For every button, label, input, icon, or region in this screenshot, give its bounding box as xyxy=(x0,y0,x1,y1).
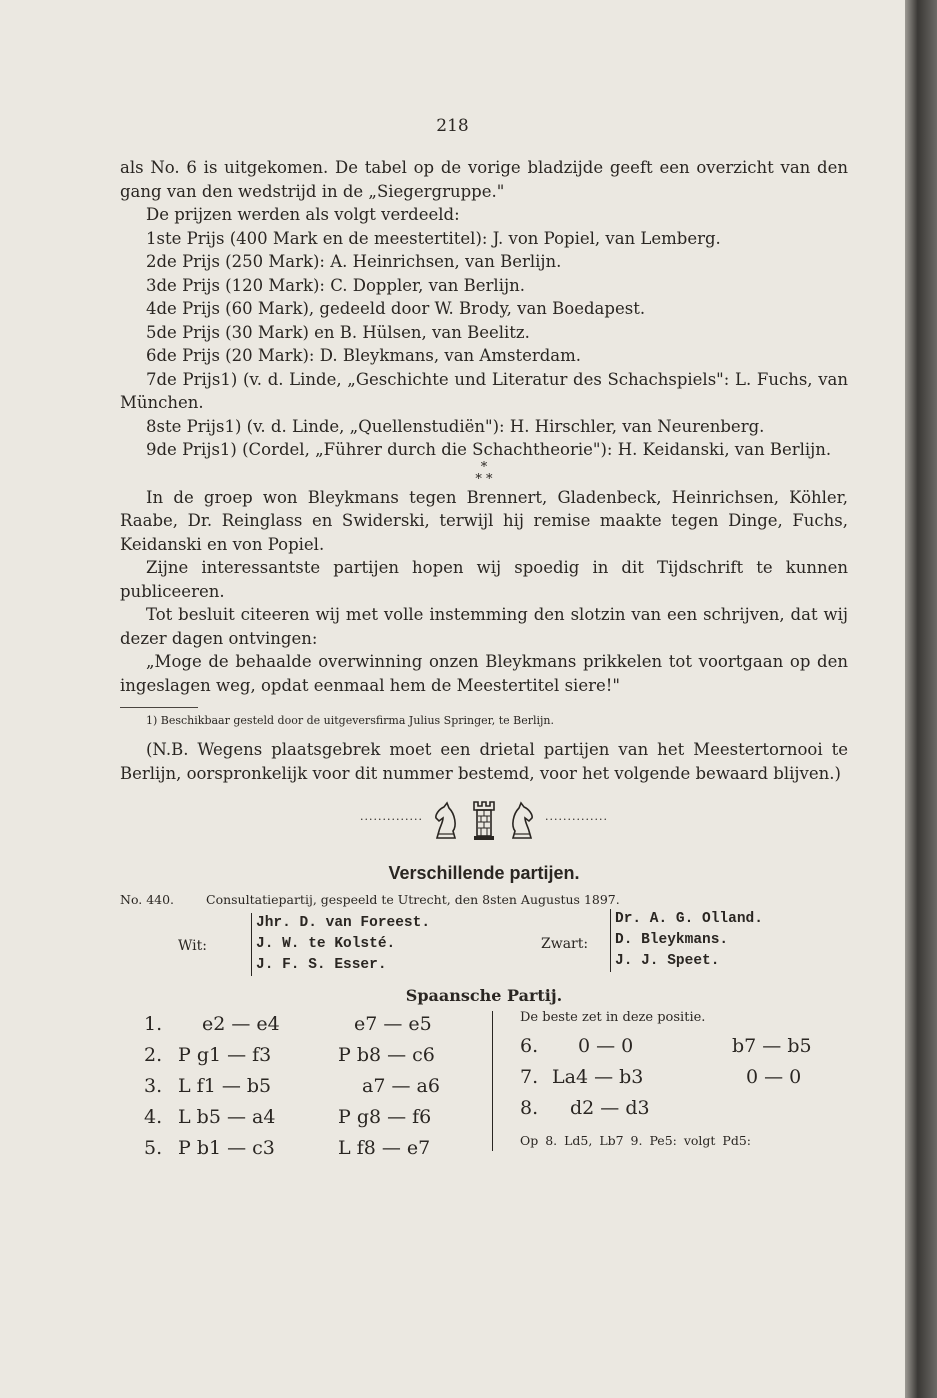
black-player: D. Bleykmans. xyxy=(615,932,729,948)
move-variation-note: Op 8. Ld5, Lb7 9. Pe5: volgt Pd5: xyxy=(520,1133,751,1148)
moves-table xyxy=(120,1009,848,1159)
move-note: De beste zet in deze positie. xyxy=(520,1010,706,1025)
white-move: P b1 — c3 xyxy=(178,1137,275,1159)
ornament-dots-left: ·············· xyxy=(360,813,423,827)
white-move: 0 — 0 xyxy=(578,1035,634,1057)
white-move: L b5 — a4 xyxy=(178,1106,276,1128)
black-move: a7 — a6 xyxy=(362,1075,440,1097)
paragraph-won: In de groep won Bleykmans tegen Brennert, Gladenbeck, Heinrichsen, Köhler, Raabe, Dr. Reinglass en Swiderski, terwijl hij remise maakte tegen Dinge, Fuchs, Keidanski en von Popiel. xyxy=(120,487,848,554)
prize-item: 7de Prijs1) (v. d. Linde, „Geschichte und Literatur des Schachspiels": L. Fuchs, van München. xyxy=(120,369,848,412)
move-row xyxy=(120,1102,490,1133)
black-players xyxy=(610,909,763,972)
prize-item: 8ste Prijs1) (v. d. Linde, „Quellenstudiën"): H. Hirschler, van Neurenberg. xyxy=(146,416,765,436)
move-row xyxy=(120,1009,490,1040)
game-description: Consultatiepartij, gespeeld te Utrecht, den 8sten Augustus 1897. xyxy=(206,892,620,908)
black-player: J. J. Speet. xyxy=(615,953,720,969)
move-number: 1. xyxy=(144,1013,163,1035)
prize-item: 2de Prijs (250 Mark): A. Heinrichsen, van Berlijn. xyxy=(146,252,562,271)
moves-right-column xyxy=(520,1009,850,1154)
ornament-dots-right: ·············· xyxy=(545,813,608,827)
black-player: Dr. A. G. Olland. xyxy=(615,911,763,927)
black-move: L f8 — e7 xyxy=(338,1137,431,1159)
footnote-rule xyxy=(120,707,198,708)
white-move: L f1 — b5 xyxy=(178,1075,272,1097)
knight-icon xyxy=(431,800,461,840)
paragraph-uitgekomen: als No. 6 is uitgekomen. De tabel op de vorige bladzijde geeft een overzicht van den gang van den wedstrijd in de „Siegergruppe." xyxy=(120,158,848,201)
move-number: 8. xyxy=(520,1097,539,1119)
move-number: 4. xyxy=(144,1106,163,1128)
black-move: b7 — b5 xyxy=(732,1035,812,1057)
paragraph-tot-besluit: Tot besluit citeeren wij met volle instemming den slotzin van een schrijven, dat wij dezer dagen ontvingen: xyxy=(120,605,848,648)
black-label: Zwart: xyxy=(541,936,589,952)
black-move: 0 — 0 xyxy=(746,1066,802,1088)
white-player: Jhr. D. van Foreest. xyxy=(256,915,431,931)
page-edge xyxy=(905,0,937,1398)
game-number: No. 440. xyxy=(120,892,175,908)
paragraph-quote: „Moge de behaalde overwinning onzen Bleykmans prikkelen tot voortgaan op den ingeslagen weg, opdat eenmaal hem de Meestertitel siere!" xyxy=(120,652,848,695)
black-move: P b8 — c6 xyxy=(338,1044,435,1066)
page-body xyxy=(120,156,848,1159)
prize-item: 1ste Prijs (400 Mark en de meestertitel): J. von Popiel, van Lemberg. xyxy=(146,228,721,248)
ornament-divider xyxy=(120,791,848,849)
white-move: La4 — b3 xyxy=(552,1066,644,1088)
opening-title: Spaansche Partij. xyxy=(405,986,563,1005)
prize-list xyxy=(120,227,848,462)
move-number: 6. xyxy=(520,1035,539,1057)
prize-item: 6de Prijs (20 Mark): D. Bleykmans, van Amsterdam. xyxy=(146,346,582,365)
move-row xyxy=(520,1031,850,1062)
prize-item: 9de Prijs1) (Cordel, „Führer durch die Schachtheorie"): H. Keidanski, van Berlijn. xyxy=(146,440,832,459)
knight-icon xyxy=(507,800,537,840)
prize-item: 3de Prijs (120 Mark): C. Doppler, van Berlijn. xyxy=(146,275,525,295)
column-divider xyxy=(492,1011,493,1151)
move-number: 2. xyxy=(144,1044,163,1066)
white-label: Wit: xyxy=(178,938,207,954)
white-player: J. W. te Kolsté. xyxy=(256,936,396,952)
move-row xyxy=(520,1062,850,1093)
move-number: 3. xyxy=(144,1075,163,1097)
move-row xyxy=(520,1093,850,1124)
move-number: 5. xyxy=(144,1137,163,1159)
prize-item: 4de Prijs (60 Mark), gedeeld door W. Brody, van Boedapest. xyxy=(146,299,646,318)
moves-left-column xyxy=(120,1009,490,1164)
move-row xyxy=(120,1040,490,1071)
white-move: P g1 — f3 xyxy=(178,1044,272,1066)
paragraph-prijzen-intro: De prijzen werden als volgt verdeeld: xyxy=(146,205,460,224)
move-row xyxy=(120,1071,490,1102)
paragraph-nb: (N.B. Wegens plaatsgebrek moet een drietal partijen van het Meestertornooi te Berlijn, oorspronkelijk voor dit nummer bestemd, voor het volgende bewaard blijven.) xyxy=(120,740,848,783)
rook-icon xyxy=(469,798,499,842)
section-title: Verschillende partijen. xyxy=(388,863,580,883)
move-row xyxy=(120,1133,490,1164)
game-header xyxy=(120,889,848,911)
asterism: * * * xyxy=(475,459,493,487)
page-number: 218 xyxy=(436,116,469,136)
paragraph-zijne: Zijne interessantste partijen hopen wij spoedig in dit Tijdschrift te kunnen publiceeren. xyxy=(120,558,848,601)
black-move: e7 — e5 xyxy=(354,1013,432,1035)
white-move: e2 — e4 xyxy=(202,1013,280,1035)
white-move: d2 — d3 xyxy=(570,1097,650,1119)
white-players xyxy=(251,913,430,976)
footnote: 1) Beschikbaar gesteld door de uitgeversfirma Julius Springer, te Berlijn. xyxy=(146,714,555,727)
black-move: P g8 — f6 xyxy=(338,1106,432,1128)
players-block xyxy=(120,911,848,979)
move-number: 7. xyxy=(520,1066,539,1088)
prize-item: 5de Prijs (30 Mark) en B. Hülsen, van Beelitz. xyxy=(146,322,530,342)
white-player: J. F. S. Esser. xyxy=(256,957,387,973)
